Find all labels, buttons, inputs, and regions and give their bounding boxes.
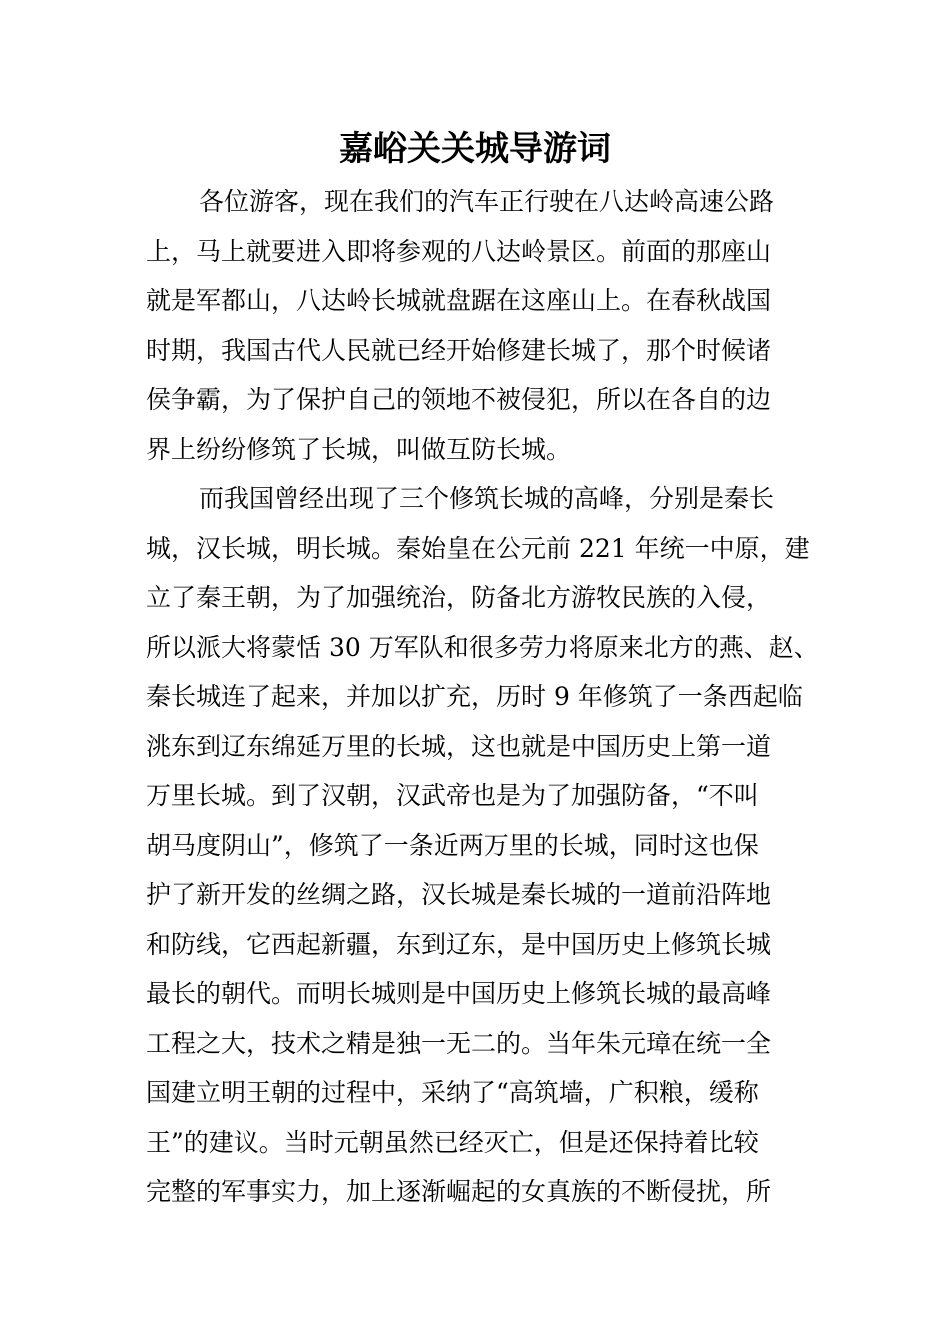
text-line: 护了新开发的丝绸之路，汉长城是秦长城的一道前沿阵地: [146, 880, 772, 909]
text-line: 界上纷纷修筑了长城，叫做互防长城。: [146, 434, 572, 464]
text-line: 胡马度阴山”，修筑了一条近两万里的长城，同时这也保: [146, 830, 759, 860]
paragraph-1: [146, 177, 826, 474]
text-line: 时期，我国古代人民就已经开始修建长城了，那个时候诸: [146, 335, 772, 365]
document-title: 嘉峪关关城导游词: [339, 129, 611, 169]
text-line: 最长的朝代。而明长城则是中国历史上修筑长城的最高峰: [146, 979, 772, 1008]
text-line: 工程之大，技术之精是独一无二的。当年朱元璋在统一全: [146, 1028, 772, 1058]
document-body: [146, 177, 826, 1217]
text-line: 而我国曾经出现了三个修筑长城的高峰，分别是秦长: [199, 484, 775, 513]
text-line: 王”的建议。当时元朝虽然已经灭亡，但是还保持着比较: [146, 1127, 759, 1157]
text-line: 国建立明王朝的过程中，采纳了“高筑墙，广积粮，缓称: [146, 1078, 759, 1107]
text-line: 和防线，它西起新疆，东到辽东，是中国历史上修筑长城: [146, 929, 772, 959]
text-line: 上，马上就要进入即将参观的八达岭景区。前面的那座山: [146, 236, 772, 266]
text-line: 各位游客，现在我们的汽车正行驶在八达岭高速公路: [199, 187, 775, 216]
text-line: 完整的军事实力，加上逐渐崛起的女真族的不断侵扰，所: [146, 1177, 772, 1206]
text-line: 所以派大将蒙恬 30 万军队和很多劳力将原来北方的燕、赵、: [146, 632, 819, 662]
text-line: 就是军都山，八达岭长城就盘踞在这座山上。在春秋战国: [146, 286, 772, 315]
text-line: 万里长城。到了汉朝，汉武帝也是为了加强防备，“不叫: [146, 781, 759, 810]
text-line: 洮东到辽东绵延万里的长城，这也就是中国历史上第一道: [146, 731, 772, 761]
text-line: 秦长城连了起来，并加以扩充，历时 9 年修筑了一条西起临: [146, 682, 803, 711]
paragraph-2: [146, 474, 826, 1217]
text-line: 城，汉长城，明长城。秦始皇在公元前 221 年统一中原，建: [146, 533, 810, 563]
text-line: 侯争霸，为了保护自己的领地不被侵犯，所以在各自的边: [146, 385, 772, 414]
text-line: 立了秦王朝，为了加强统治，防备北方游牧民族的入侵，: [146, 583, 772, 612]
